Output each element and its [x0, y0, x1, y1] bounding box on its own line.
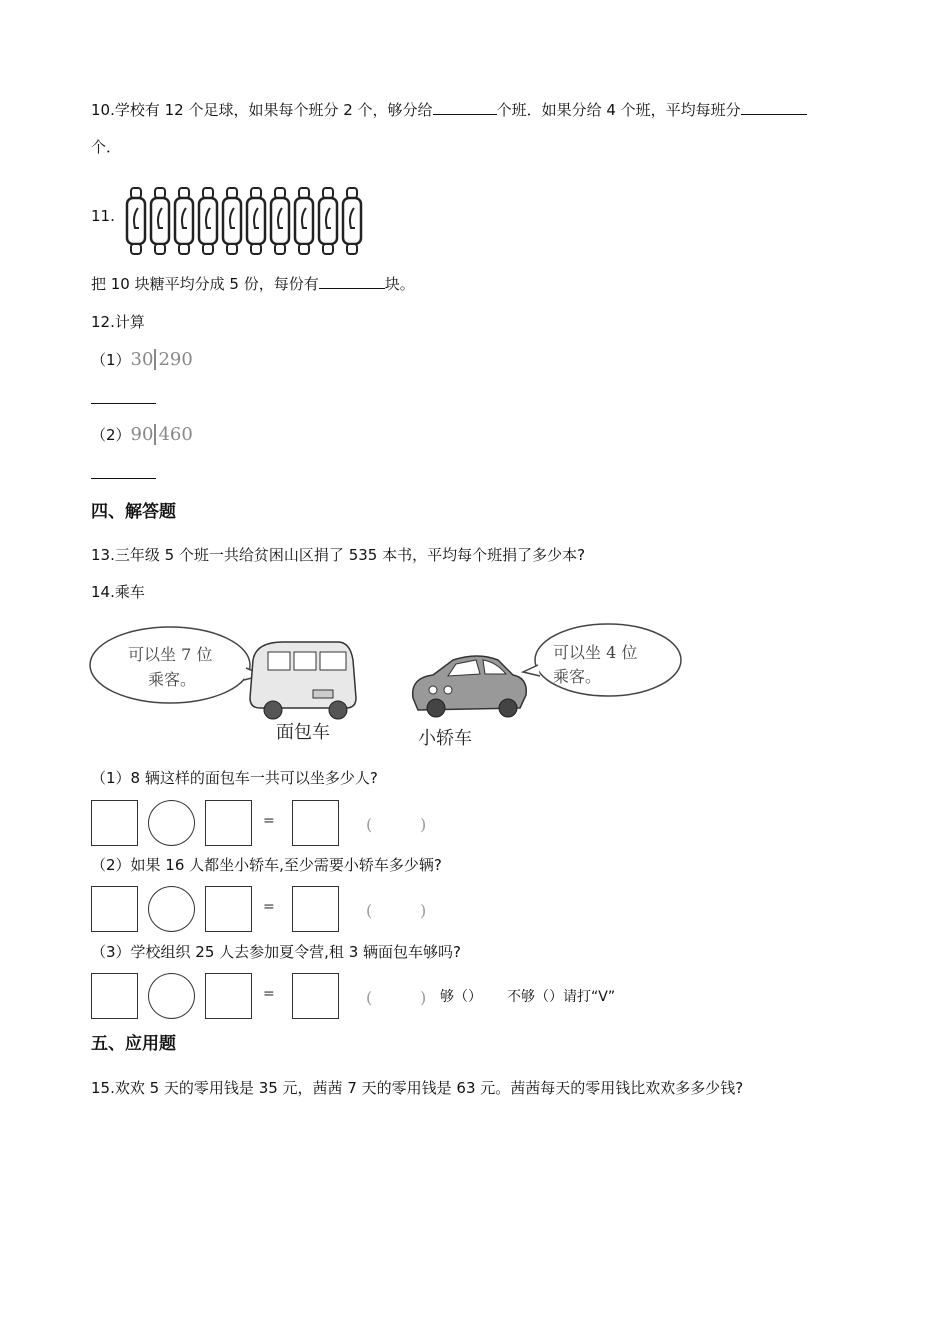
equals-sign-2: =: [263, 899, 275, 915]
answer-box-2b[interactable]: [205, 886, 252, 932]
paren-close-1: ): [420, 815, 427, 834]
answer-box-2c[interactable]: [292, 886, 339, 932]
candy-icon: [295, 188, 313, 254]
section-4-heading: 四、解答题: [91, 502, 176, 522]
answer-box-1b[interactable]: [205, 800, 252, 846]
candy-icon: [223, 188, 241, 254]
car-label: 小轿车: [418, 728, 472, 749]
enough-option[interactable]: 够（）: [440, 989, 482, 1005]
paren-open-1: (: [366, 815, 373, 834]
vehicles-illustration: [88, 620, 688, 755]
operator-circle-3[interactable]: [148, 973, 195, 1019]
candy-icon: [151, 188, 169, 254]
q14-sub3: （3）学校组织 25 人去参加夏令营,租 3 辆面包车够吗?: [91, 943, 461, 961]
answer-box-1c[interactable]: [292, 800, 339, 846]
q11-blank[interactable]: [319, 274, 385, 289]
q11-text-before: 把 10 块糖平均分成 5 份，每份有: [91, 275, 319, 293]
van-icon: [250, 642, 356, 719]
operator-circle-1[interactable]: [148, 800, 195, 846]
question-10-line1: [91, 100, 807, 120]
q12-item2: [91, 425, 193, 445]
paren-open-3: (: [366, 988, 373, 1007]
candies-illustration: [122, 186, 367, 258]
q10-text-part3: 个．: [91, 138, 122, 156]
q15-text: 15.欢欢 5 天的零用钱是 35 元，茜茜 7 天的零用钱是 63 元。茜茜每天的零用钱比欢欢多多少钱?: [91, 1079, 744, 1097]
not-enough-option[interactable]: 不够（）请打“V”: [507, 989, 616, 1005]
section-5-heading: 五、应用题: [91, 1034, 176, 1054]
candy-icon: [247, 188, 265, 254]
q12-answer-line-2[interactable]: [91, 478, 156, 479]
q12-item1-divisor: 30: [130, 349, 154, 370]
q12-item1-dividend: 290: [154, 349, 192, 370]
van-bubble-line2: 乘客。: [148, 670, 197, 689]
q12-title: 12.计算: [91, 313, 145, 331]
q12-item1-label: （1）: [91, 351, 131, 369]
q12-item2-dividend: 460: [154, 424, 192, 445]
q11-text-after: 块。: [384, 275, 415, 293]
q14-sub1: （1）8 辆这样的面包车一共可以坐多少人?: [91, 769, 378, 787]
equals-sign-3: =: [263, 986, 275, 1002]
q14-title: 14.乘车: [91, 583, 145, 601]
q10-text-part1: 10.学校有 12 个足球，如果每个班分 2 个，够分给: [91, 101, 433, 119]
answer-box-2a[interactable]: [91, 886, 138, 932]
van-speech-bubble: [90, 627, 250, 703]
candy-icon: [343, 188, 361, 254]
q10-blank-1[interactable]: [433, 100, 497, 115]
q12-item2-divisor: 90: [130, 424, 154, 445]
q13-text: 13.三年级 5 个班一共给贫困山区捐了 535 本书，平均每个班捐了多少本?: [91, 546, 586, 564]
q10-text-part2: 个班．如果分给 4 个班，平均每班分: [496, 101, 741, 119]
car-icon: [413, 656, 527, 717]
van-label: 面包车: [276, 722, 330, 743]
paren-open-2: (: [366, 901, 373, 920]
candy-icon: [175, 188, 193, 254]
answer-box-1a[interactable]: [91, 800, 138, 846]
candy-icon: [199, 188, 217, 254]
candy-icon: [271, 188, 289, 254]
operator-circle-2[interactable]: [148, 886, 195, 932]
q11-line: [91, 274, 415, 294]
answer-box-3b[interactable]: [205, 973, 252, 1019]
q10-blank-2[interactable]: [741, 100, 807, 115]
van-bubble-line1: 可以坐 7 位: [128, 645, 213, 664]
q14-sub2: （2）如果 16 人都坐小轿车,至少需要小轿车多少辆?: [91, 856, 442, 874]
car-bubble-line1: 可以坐 4 位: [553, 643, 638, 662]
paren-close-2: ): [420, 901, 427, 920]
q12-item2-label: （2）: [91, 426, 131, 444]
q12-item1: [91, 350, 193, 370]
car-bubble-line2: 乘客。: [553, 667, 602, 686]
answer-box-3c[interactable]: [292, 973, 339, 1019]
answer-box-3a[interactable]: [91, 973, 138, 1019]
candy-icon: [127, 188, 145, 254]
q11-number: 11.: [91, 207, 115, 225]
paren-close-3: ): [420, 988, 427, 1007]
candy-icon: [319, 188, 337, 254]
equals-sign-1: =: [263, 813, 275, 829]
q12-answer-line-1[interactable]: [91, 403, 156, 404]
